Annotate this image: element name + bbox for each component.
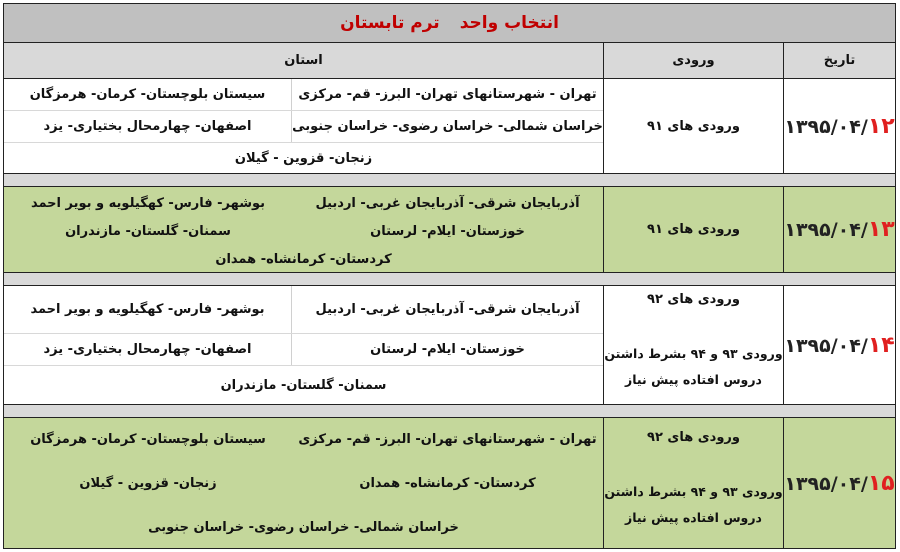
table-row-3 — [4, 286, 895, 405]
table-row-4 — [4, 418, 895, 548]
province-line-1 — [4, 189, 603, 217]
entry-main: ورودی های ۹۲ — [647, 292, 740, 307]
province-group: تهران - شهرستانهای تهران- البرز- قم- مرکزی — [298, 431, 597, 447]
header-date-label: تاریخ — [823, 53, 856, 68]
province-cell — [4, 286, 603, 404]
entry-note-line-1: ورودی ۹۳ و ۹۴ بشرط داشتن — [604, 346, 783, 361]
province-group: تهران - شهرستانهای تهران- البرز- قم- مرکزی — [298, 87, 597, 102]
province-group: سیستان بلوچستان- کرمان- هرمزگان — [4, 79, 292, 110]
schedule-table — [3, 3, 896, 549]
date-cell — [783, 286, 895, 404]
entry-cell — [603, 286, 783, 404]
province-group: بوشهر- فارس- کهگیلویه و بویر احمد — [4, 286, 292, 333]
date-value: ۱۳۹۵/۰۴/۱۳ — [784, 217, 895, 242]
title-part-1: انتخاب واحد — [459, 13, 559, 33]
province-group: سمنان- گلستان- مازندران — [65, 223, 231, 239]
province-line-1 — [4, 286, 603, 334]
row-separator — [4, 405, 895, 418]
entry-main: ورودی های ۹۱ — [647, 222, 740, 237]
row-separator — [4, 273, 895, 286]
entry-cell — [603, 79, 783, 173]
province-line-2 — [4, 334, 603, 366]
title-part-2: ترم تابستان — [340, 13, 440, 33]
table-row-2 — [4, 187, 895, 273]
province-line-3: کردستان- کرمانشاه- همدان — [215, 251, 392, 267]
header-date — [783, 43, 895, 78]
province-group: بوشهر- فارس- کهگیلویه و بویر احمد — [30, 195, 266, 211]
header-province — [4, 43, 603, 78]
date-cell — [783, 187, 895, 272]
province-cell — [4, 187, 603, 272]
province-cell — [4, 418, 603, 548]
row-separator — [4, 174, 895, 187]
entry-main: ورودی های ۹۲ — [647, 430, 740, 445]
province-cell — [4, 79, 603, 173]
date-value: ۱۳۹۵/۰۴/۱۲ — [784, 113, 895, 139]
province-group: آذربایجان شرقی- آذربایجان غربی- اردبیل — [315, 195, 580, 211]
province-line-2 — [4, 466, 603, 500]
province-group: سیستان بلوچستان- کرمان- هرمزگان — [30, 431, 266, 447]
province-group: زنجان- قزوین - گیلان — [79, 475, 217, 491]
header-province-label: استان — [284, 53, 323, 68]
date-cell — [783, 418, 895, 548]
entry-cell — [603, 187, 783, 272]
table-row-1 — [4, 79, 895, 174]
province-group: خوزستان- ایلام- لرستان — [370, 223, 525, 239]
province-group: اصفهان- چهارمحال بختیاری- یزد — [4, 334, 292, 365]
province-line-1 — [4, 422, 603, 456]
province-line-2 — [4, 111, 603, 143]
header-entry — [603, 43, 783, 78]
province-line-3: خراسان شمالی- خراسان رضوی- خراسان جنوبی — [148, 519, 459, 535]
date-value: ۱۳۹۵/۰۴/۱۵ — [784, 470, 895, 496]
province-group: خوزستان- ایلام- لرستان — [370, 342, 525, 357]
header-row — [4, 43, 895, 79]
province-group: خراسان شمالی- خراسان رضوی- خراسان جنوبی — [292, 119, 603, 134]
entry-cell — [603, 418, 783, 548]
province-group: آذربایجان شرقی- آذربایجان غربی- اردبیل — [315, 302, 580, 317]
province-line-2 — [4, 217, 603, 245]
province-line-3: سمنان- گلستان- مازندران — [220, 377, 387, 393]
date-value: ۱۳۹۵/۰۴/۱۴ — [784, 332, 895, 358]
entry-note-line-2: دروس افتاده پیش نیاز — [625, 372, 762, 387]
entry-main: ورودی های ۹۱ — [647, 118, 740, 134]
province-group: کردستان- کرمانشاه- همدان — [359, 475, 536, 491]
date-cell — [783, 79, 895, 173]
province-group: اصفهان- چهارمحال بختیاری- یزد — [4, 111, 292, 142]
entry-note-line-2: دروس افتاده پیش نیاز — [625, 510, 762, 525]
province-line-3: زنجان- قزوین - گیلان — [234, 150, 373, 166]
entry-note-line-1: ورودی ۹۳ و ۹۴ بشرط داشتن — [604, 484, 783, 499]
header-entry-label: ورودی — [672, 53, 715, 68]
table-title — [4, 4, 895, 43]
province-line-1 — [4, 79, 603, 111]
